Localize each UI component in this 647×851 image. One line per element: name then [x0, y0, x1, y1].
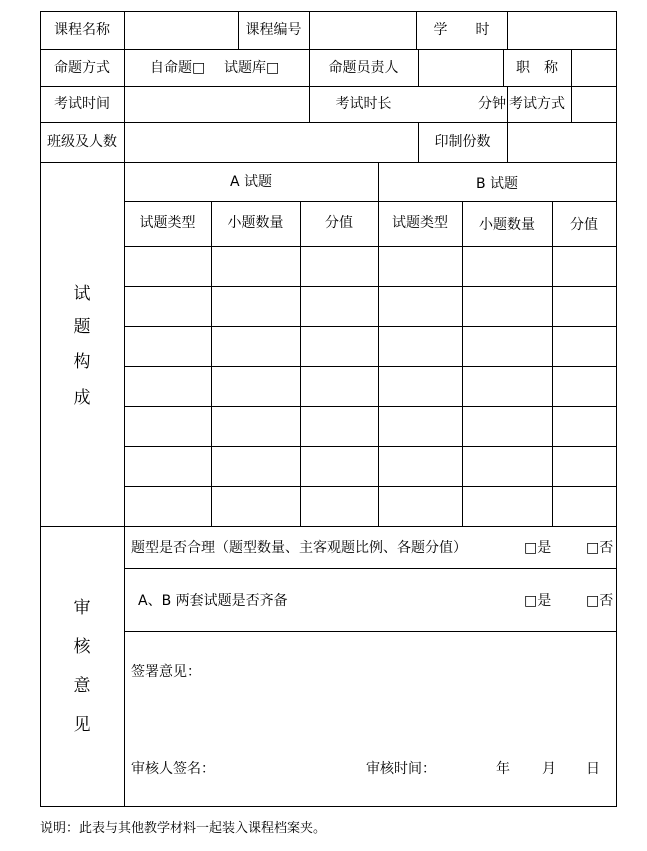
- review-time-label: 审核时间：: [366, 761, 436, 777]
- option-label: 自命题: [150, 60, 192, 76]
- option-label: 是: [537, 593, 552, 609]
- row-divider: [40, 49, 617, 50]
- copies-label: 印制份数: [434, 134, 491, 150]
- duration-label: 考试时长: [335, 96, 392, 112]
- col-count-a: 小题数量: [227, 215, 284, 231]
- row-divider: [40, 122, 617, 123]
- option-label: 否: [599, 593, 614, 609]
- border-right: [616, 11, 617, 807]
- row-divider: [124, 326, 617, 327]
- method-label: 命题方式: [54, 60, 110, 76]
- title-label: 职 称: [516, 60, 558, 76]
- border-left: [40, 11, 41, 807]
- comment-label: 签署意见：: [131, 664, 201, 680]
- row-divider: [40, 86, 617, 87]
- review-label-1: 审: [73, 598, 91, 618]
- exam-mode-label: 考试方式: [509, 96, 565, 112]
- paper-a-header: A 试题: [229, 174, 273, 190]
- row-divider: [124, 486, 617, 487]
- border-top: [40, 11, 617, 12]
- option-self-made[interactable]: [150, 59, 205, 77]
- question-type-check: 题型是否合理（题型数量、主客观题比例、各题分值）: [131, 540, 467, 556]
- section-divider: [40, 526, 617, 527]
- col-type-b: 试题类型: [392, 215, 448, 231]
- checkbox-icon[interactable]: □: [524, 540, 538, 556]
- row-divider: [124, 446, 617, 447]
- row-divider: [124, 406, 617, 407]
- exam-time-label: 考试时间: [54, 96, 110, 112]
- row-divider: [40, 162, 617, 163]
- hours-label: 学 时: [433, 22, 490, 38]
- row-divider: [124, 568, 617, 569]
- review-label-3: 意: [73, 676, 91, 696]
- reviewer-sign-label: 审核人签名：: [131, 761, 215, 777]
- col-divider: [571, 49, 572, 123]
- review-label-2: 核: [73, 637, 91, 657]
- yes-option[interactable]: [524, 539, 551, 557]
- month-label: 月: [542, 761, 556, 777]
- row-divider: [124, 631, 617, 632]
- day-label: 日: [586, 761, 600, 777]
- checkbox-icon[interactable]: □: [586, 593, 600, 609]
- ab-complete-check: A、B 两套试题是否齐备: [138, 593, 288, 609]
- composition-label-3: 构: [73, 352, 91, 372]
- row-divider: [124, 366, 617, 367]
- row-divider: [124, 286, 617, 287]
- col-divider: [300, 201, 301, 527]
- option-bank[interactable]: [224, 59, 279, 77]
- checkbox-icon[interactable]: □: [266, 60, 280, 76]
- checkbox-icon[interactable]: □: [192, 60, 206, 76]
- composition-label-2: 题: [73, 317, 91, 337]
- option-label: 是: [537, 540, 552, 556]
- checkbox-icon[interactable]: □: [524, 593, 538, 609]
- col-count-b: 小题数量: [479, 217, 535, 233]
- option-label: 试题库: [224, 60, 266, 76]
- class-count-label: 班级及人数: [47, 134, 117, 150]
- composition-label-1: 试: [73, 284, 91, 304]
- row-divider: [124, 246, 617, 247]
- col-divider: [552, 201, 553, 527]
- composition-label-4: 成: [73, 388, 91, 408]
- owner-label: 命题员责人: [328, 60, 399, 76]
- minutes-label: 分钟: [478, 96, 506, 112]
- row-divider: [124, 201, 617, 202]
- col-score-b: 分值: [570, 217, 598, 233]
- col-divider: [507, 11, 508, 50]
- border-bottom: [40, 806, 617, 807]
- checkbox-icon[interactable]: □: [586, 540, 600, 556]
- col-divider: [462, 201, 463, 527]
- year-label: 年: [496, 761, 510, 777]
- course-code-label: 课程编号: [245, 22, 302, 38]
- review-label-4: 见: [73, 715, 91, 735]
- col-divider: [418, 49, 419, 87]
- footnote: 说明：此表与其他教学材料一起装入课程档案夹。: [40, 821, 327, 836]
- no-option[interactable]: [586, 592, 613, 610]
- col-divider: [507, 86, 508, 123]
- yes-option[interactable]: [524, 592, 551, 610]
- col-type-a: 试题类型: [139, 215, 196, 231]
- option-label: 否: [599, 540, 614, 556]
- paper-b-header: B 试题: [475, 176, 519, 192]
- col-divider: [507, 122, 508, 163]
- col-divider: [124, 11, 125, 807]
- course-name-label: 课程名称: [54, 22, 110, 38]
- col-divider: [211, 201, 212, 527]
- col-score-a: 分值: [325, 215, 353, 231]
- no-option[interactable]: [586, 539, 613, 557]
